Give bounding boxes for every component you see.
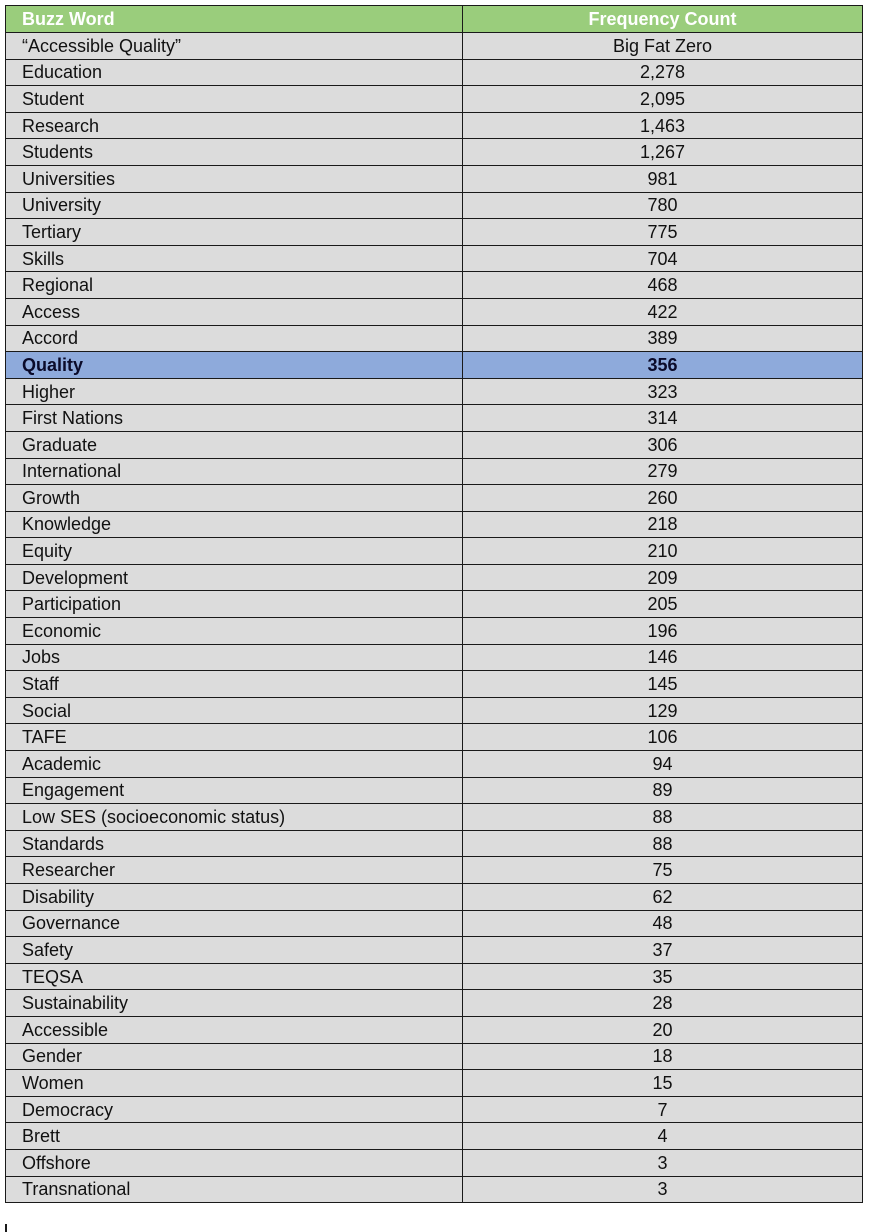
table-row (6, 910, 863, 937)
table-row (6, 431, 863, 458)
table-row (6, 644, 863, 671)
buzz-word-cell: Economic (6, 618, 463, 645)
table-row (6, 857, 863, 884)
table-row (6, 511, 863, 538)
table-row (6, 618, 863, 645)
buzz-word-cell: Researcher (6, 857, 463, 884)
table-row (6, 1016, 863, 1043)
frequency-count-cell: 704 (463, 245, 863, 272)
table-row (6, 165, 863, 192)
frequency-count-cell: 196 (463, 618, 863, 645)
frequency-count-cell: 37 (463, 937, 863, 964)
frequency-count-cell: 780 (463, 192, 863, 219)
frequency-count-cell: 89 (463, 777, 863, 804)
table-row (6, 219, 863, 246)
buzz-word-cell: TAFE (6, 724, 463, 751)
frequency-count-cell: 88 (463, 804, 863, 831)
table-row (6, 59, 863, 86)
table-row (6, 937, 863, 964)
table-row (6, 1176, 863, 1203)
frequency-count-cell: 306 (463, 431, 863, 458)
buzz-word-cell: Development (6, 564, 463, 591)
table-row (6, 564, 863, 591)
frequency-count-cell: 88 (463, 830, 863, 857)
table-body (6, 33, 863, 1203)
frequency-count-cell: 4 (463, 1123, 863, 1150)
buzz-word-cell: Growth (6, 485, 463, 512)
frequency-count-cell: 94 (463, 751, 863, 778)
column-header-buzz-word: Buzz Word (6, 6, 463, 33)
buzz-word-cell: International (6, 458, 463, 485)
frequency-count-cell: 260 (463, 485, 863, 512)
buzz-word-cell: Students (6, 139, 463, 166)
buzz-word-cell: Safety (6, 937, 463, 964)
table-row (6, 538, 863, 565)
frequency-count-cell: 75 (463, 857, 863, 884)
frequency-count-cell: 1,463 (463, 112, 863, 139)
table-row (6, 139, 863, 166)
table-row (6, 485, 863, 512)
buzzword-table-container (5, 5, 862, 1203)
frequency-count-cell: 210 (463, 538, 863, 565)
table-row (6, 990, 863, 1017)
frequency-count-cell: 1,267 (463, 139, 863, 166)
table-row (6, 777, 863, 804)
frequency-count-cell: Big Fat Zero (463, 33, 863, 60)
buzz-word-cell: First Nations (6, 405, 463, 432)
buzz-word-cell: Universities (6, 165, 463, 192)
frequency-count-cell: 48 (463, 910, 863, 937)
buzz-word-cell: Engagement (6, 777, 463, 804)
buzz-word-cell: Graduate (6, 431, 463, 458)
frequency-count-cell: 129 (463, 697, 863, 724)
table-row (6, 1123, 863, 1150)
table-row (6, 192, 863, 219)
buzz-word-cell: Low SES (socioeconomic status) (6, 804, 463, 831)
column-header-frequency-count: Frequency Count (463, 6, 863, 33)
buzz-word-cell: Skills (6, 245, 463, 272)
table-row (6, 804, 863, 831)
buzz-word-cell: Education (6, 59, 463, 86)
buzz-word-cell: Research (6, 112, 463, 139)
table-row (6, 458, 863, 485)
table-row (6, 751, 863, 778)
buzz-word-cell: Sustainability (6, 990, 463, 1017)
buzz-word-cell: Standards (6, 830, 463, 857)
table-row (6, 272, 863, 299)
frequency-count-cell: 35 (463, 963, 863, 990)
buzz-word-cell: Knowledge (6, 511, 463, 538)
frequency-count-cell: 106 (463, 724, 863, 751)
buzz-word-cell: Academic (6, 751, 463, 778)
table-edge-line (5, 1224, 7, 1232)
frequency-count-cell: 15 (463, 1070, 863, 1097)
frequency-count-cell: 205 (463, 591, 863, 618)
table-row (6, 1043, 863, 1070)
buzz-word-cell: Democracy (6, 1096, 463, 1123)
table-row (6, 724, 863, 751)
buzz-word-cell: Governance (6, 910, 463, 937)
frequency-count-cell: 28 (463, 990, 863, 1017)
frequency-count-cell: 323 (463, 378, 863, 405)
table-row (6, 830, 863, 857)
buzz-word-cell: Accessible (6, 1016, 463, 1043)
table-header (6, 6, 863, 33)
table-row (6, 245, 863, 272)
table-row (6, 112, 863, 139)
frequency-count-cell: 279 (463, 458, 863, 485)
frequency-count-cell: 422 (463, 298, 863, 325)
frequency-count-cell: 981 (463, 165, 863, 192)
buzz-word-cell: Disability (6, 884, 463, 911)
table-row (6, 963, 863, 990)
buzz-word-cell: Jobs (6, 644, 463, 671)
table-row (6, 405, 863, 432)
table-row (6, 378, 863, 405)
buzz-word-cell: Social (6, 697, 463, 724)
table-row-highlighted (6, 352, 863, 379)
buzz-word-cell: Equity (6, 538, 463, 565)
frequency-count-cell: 356 (463, 352, 863, 379)
frequency-count-cell: 3 (463, 1176, 863, 1203)
frequency-count-cell: 2,095 (463, 86, 863, 113)
buzz-word-cell: Gender (6, 1043, 463, 1070)
frequency-count-cell: 145 (463, 671, 863, 698)
table-row (6, 298, 863, 325)
frequency-count-cell: 468 (463, 272, 863, 299)
buzz-word-cell: Regional (6, 272, 463, 299)
buzz-word-cell: “Accessible Quality” (6, 33, 463, 60)
frequency-count-cell: 389 (463, 325, 863, 352)
table-row (6, 33, 863, 60)
buzz-word-cell: TEQSA (6, 963, 463, 990)
buzz-word-cell: Transnational (6, 1176, 463, 1203)
buzz-word-cell: Access (6, 298, 463, 325)
buzz-word-cell: Women (6, 1070, 463, 1097)
frequency-count-cell: 775 (463, 219, 863, 246)
frequency-count-cell: 20 (463, 1016, 863, 1043)
table-row (6, 86, 863, 113)
buzz-word-cell: Accord (6, 325, 463, 352)
buzz-word-cell: Participation (6, 591, 463, 618)
frequency-count-cell: 2,278 (463, 59, 863, 86)
frequency-count-cell: 7 (463, 1096, 863, 1123)
table-row (6, 325, 863, 352)
frequency-count-cell: 218 (463, 511, 863, 538)
buzz-word-cell: Offshore (6, 1149, 463, 1176)
buzz-word-cell: University (6, 192, 463, 219)
frequency-count-cell: 62 (463, 884, 863, 911)
table-row (6, 1070, 863, 1097)
buzz-word-cell: Tertiary (6, 219, 463, 246)
table-row (6, 591, 863, 618)
buzz-word-cell: Brett (6, 1123, 463, 1150)
buzz-word-cell: Staff (6, 671, 463, 698)
frequency-count-cell: 146 (463, 644, 863, 671)
frequency-count-cell: 314 (463, 405, 863, 432)
frequency-count-cell: 18 (463, 1043, 863, 1070)
buzz-word-cell: Quality (6, 352, 463, 379)
buzzword-frequency-table (5, 5, 863, 1203)
table-row (6, 884, 863, 911)
table-row (6, 1149, 863, 1176)
frequency-count-cell: 209 (463, 564, 863, 591)
table-row (6, 697, 863, 724)
buzz-word-cell: Higher (6, 378, 463, 405)
table-row (6, 1096, 863, 1123)
table-row (6, 671, 863, 698)
frequency-count-cell: 3 (463, 1149, 863, 1176)
buzz-word-cell: Student (6, 86, 463, 113)
header-row (6, 6, 863, 33)
